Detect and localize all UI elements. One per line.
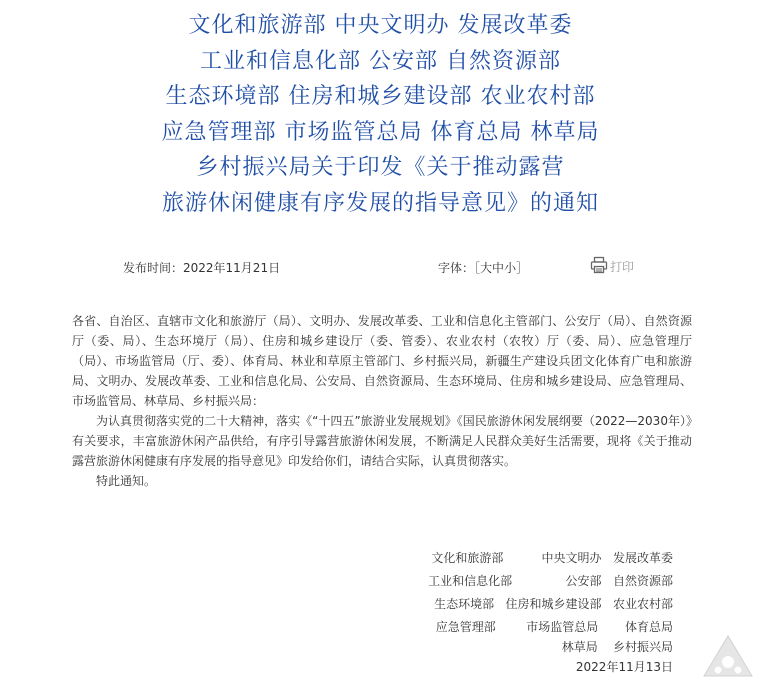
publish-time: 发布时间：2022年11月21日 xyxy=(123,261,281,275)
title-line: 文化和旅游部 中央文明办 发展改革委 xyxy=(188,13,573,38)
title-line: 生态环境部 住房和城乡建设部 农业农村部 xyxy=(165,84,596,110)
closing-paragraph: 特此通知。 xyxy=(96,474,157,488)
font-large-button[interactable]: 大 xyxy=(480,261,493,275)
font-bracket-open: ［ xyxy=(474,261,481,275)
signature-line: 应急管理部 市场监管总局 体育总局 xyxy=(435,620,673,634)
signature-line: 生态环境部 住房和城乡建设部 农业农村部 xyxy=(434,597,673,611)
title-line: 乡村振兴局关于印发《关于推动露营 xyxy=(196,155,565,181)
article-title xyxy=(0,8,761,222)
signature-line: 工业和信息化部 公安部 自然资源部 xyxy=(428,574,673,588)
font-medium-button[interactable]: 中 xyxy=(492,261,505,275)
font-size-label: 字体： xyxy=(438,261,475,275)
print-label: 打印 xyxy=(610,260,635,274)
signature-date: 2022年11月13日 xyxy=(575,660,673,674)
font-size-switcher xyxy=(438,259,528,276)
signature-line: 林草局 乡村振兴局 xyxy=(561,640,673,654)
title-line: 工业和信息化部 公安部 自然资源部 xyxy=(200,48,561,74)
signature-line: 文化和旅游部 中央文明办 发展改革委 xyxy=(431,551,673,565)
font-small-button[interactable]: 小 xyxy=(504,261,517,275)
font-bracket-close: ］ xyxy=(516,261,529,275)
article-body xyxy=(72,311,692,491)
recipients-paragraph: 各省、自治区、直辖市文化和旅游厅（局）、文明办、发展改革委、工业和信息化主管部门、公安厅（局）、自然资源厅（委、局）、生态环境厅（局）、住房和城乡建设厅（委、管委）、农业农村（农牧）厅（委、局）、应急管理厅（局）、市场监管局（厅、委）、体育局、林业和草原主管部门、乡村振兴局，新疆生产建设兵团文化体育广电和旅游局、文明办、发展改革委、工业和信息化局、公安局、自然资源局、生态环境局、住房和城乡建设局、应急管理局、市场监管局、林草局、乡村振兴局： xyxy=(72,314,692,408)
title-line: 应急管理部 市场监管总局 体育总局 林草局 xyxy=(161,119,600,145)
logo-watermark-icon xyxy=(700,632,756,684)
printer-icon xyxy=(590,256,608,277)
main-paragraph: 为认真贯彻落实党的二十大精神，落实《“十四五”旅游业发展规划》《国民旅游休闲发展纲要（2022—2030年）》有关要求，丰富旅游休闲产品供给，有序引导露营旅游休闲发展，不断满足人民群众美好生活需要，现将《关于推动露营旅游休闲健康有序发展的指导意见》印发给你们，请结合实际，认真贯彻落实。 xyxy=(72,414,692,468)
title-line: 旅游休闲健康有序发展的指导意见》的通知 xyxy=(161,190,599,216)
print-button[interactable] xyxy=(590,256,634,277)
